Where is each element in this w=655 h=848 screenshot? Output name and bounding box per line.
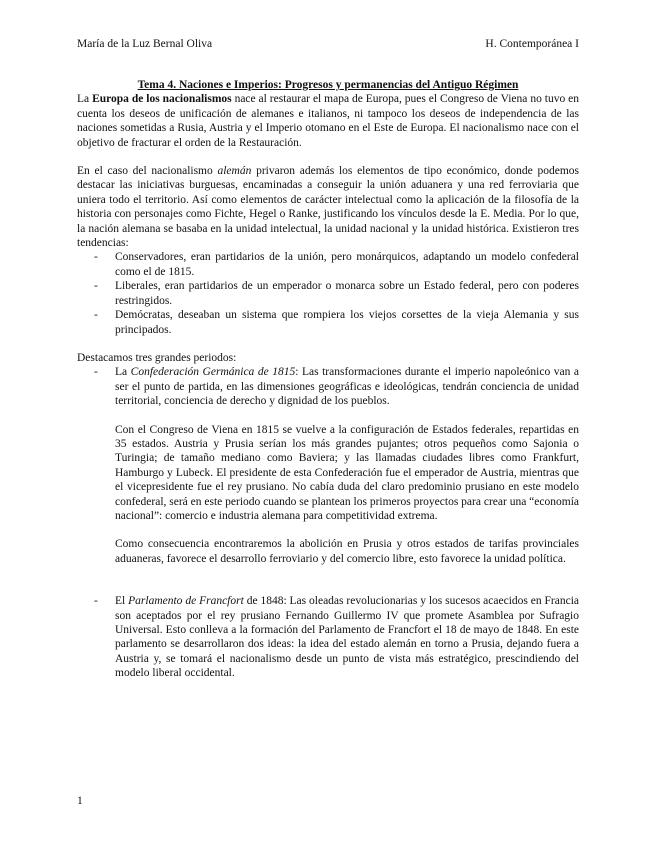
spacer bbox=[77, 150, 579, 164]
period2-lead: El bbox=[115, 595, 129, 608]
list-item bbox=[77, 250, 579, 279]
period1-rest: : Las transformaciones durante el imperio napoleónico van a ser el punto de partida, en las dimensiones geográficas e ideológicas, tendrán conciencia de unidad territorial, conciencia de derecho y dignidad de los pueblos. bbox=[115, 366, 579, 408]
document-body bbox=[77, 78, 579, 681]
german-paragraph bbox=[77, 164, 579, 250]
periods-list-2 bbox=[77, 594, 579, 680]
bullet-dash: - bbox=[94, 251, 98, 264]
period1-lead: La bbox=[115, 366, 131, 379]
spacer bbox=[77, 409, 579, 423]
period1-paragraph-3: Como consecuencia encontraremos la abolición en Prusia y otros estados de tarifas provinciales aduaneras, favorece el desarrollo ferroviario y del comercio libre, esto favorece la unidad política. bbox=[115, 538, 579, 565]
list-item bbox=[77, 279, 579, 308]
spacer bbox=[77, 580, 579, 594]
list-item bbox=[77, 594, 579, 680]
period1-paragraph-2: Con el Congreso de Viena en 1815 se vuelve a la configuración de Estados federales, repartidas en 35 estados. Austria y Prusia serían los más grandes pujantes; otros pequeños como Sajonia o Turingia; de tamaño mediano como Baviera; y las llamadas ciudades libres como Frankfurt, Hamburgo y Lubeck. El presidente de esta Confederación fue el emperador de Austria, mientras que el vicepresidente fue el rey prusiano. No cabía duda del claro predominio prusiano en este modelo confederal, será en este periodo cuando se plantean los primeros proyectos para crear una “economía nacional”: comercio e industria alemana para competitividad extrema. bbox=[115, 423, 579, 522]
header-course: H. Contemporánea I bbox=[485, 38, 579, 50]
spacer bbox=[77, 566, 579, 580]
intro-paragraph bbox=[77, 92, 579, 150]
bullet-dash: - bbox=[94, 309, 98, 322]
intro-rest: nace al restaurar el mapa de Europa, pues el Congreso de Viena no tuvo en cuenta los deseos de unificación de alemanes e italianos, ni tampoco los deseos de independencia de las naciones sometidas a Rusia, Austria y el Imperio otomano en el Este de Europa. El nacionalismo nace con el objetivo de fracturar el orden de la Restauración. bbox=[77, 93, 579, 149]
intro-lead: La bbox=[77, 93, 93, 106]
german-italic: alemán bbox=[217, 165, 252, 178]
list-item bbox=[77, 308, 579, 337]
bullet-dash: - bbox=[94, 366, 98, 379]
period2-italic: Parlamento de Francfort bbox=[128, 595, 244, 608]
document-title: Tema 4. Naciones e Imperios: Progresos y permanencias del Antiguo Régimen bbox=[137, 79, 519, 91]
periods-list bbox=[77, 365, 579, 408]
list-item-text: Conservadores, eran partidarios de la unión, pero monárquicos, adaptando un modelo confederal como el de 1815. bbox=[115, 251, 579, 278]
bullet-dash: - bbox=[94, 595, 98, 608]
list-item-text: Demócratas, deseaban un sistema que rompiera los viejos corsettes de la vieja Alemania y sus principados. bbox=[115, 309, 579, 336]
period1-italic: Confederación Germánica de 1815 bbox=[130, 366, 296, 379]
spacer bbox=[77, 523, 579, 537]
header-author: María de la Luz Bernal Oliva bbox=[77, 38, 213, 50]
german-lead: En el caso del nacionalismo bbox=[77, 165, 218, 178]
period2-rest: de 1848: Las oleadas revolucionarias y los sucesos acaecidos en Francia son aceptados por el rey prusiano Fernando Guillermo IV que promete Asamblea por Sufragio Universal. Esto conlleva a la formación del Parlamento de Francfort el 18 de mayo de 1848. En este parlamento se desarrollaron dos ideas: la idea del estado alemán en torno a Prusia, dejando fuera a Austria y, se tomará el nacionalismo desde un punto de vista más estratégico, prescindiendo del modelo liberal occidental. bbox=[115, 595, 580, 680]
page-number: 1 bbox=[77, 795, 83, 807]
spacer bbox=[77, 337, 579, 351]
intro-bold: Europa de los nacionalismos bbox=[92, 93, 232, 106]
periods-intro: Destacamos tres grandes periodos: bbox=[77, 351, 237, 364]
tendencies-list bbox=[77, 250, 579, 336]
list-item bbox=[77, 365, 579, 408]
german-rest: privaron además los elementos de tipo económico, donde podemos destacar las iniciativas burguesas, encaminadas a conseguir la unión aduanera y una red ferroviaria que uniera todo el territorio. Así como elementos de carácter intelectual como la aplicación de la filosofía de la historia con personajes como Fichte, Hegel o Ranke, justificando los vínculos desde la E. Media. Por lo que, la nación alemana se basaba en la unidad intelectual, la unidad nacional y la unidad histórica. Existieron tres tendencias: bbox=[77, 165, 579, 250]
list-item-text: Liberales, eran partidarios de un emperador o monarca sobre un Estado federal, pero con poderes restringidos. bbox=[115, 280, 579, 307]
bullet-dash: - bbox=[94, 280, 98, 293]
